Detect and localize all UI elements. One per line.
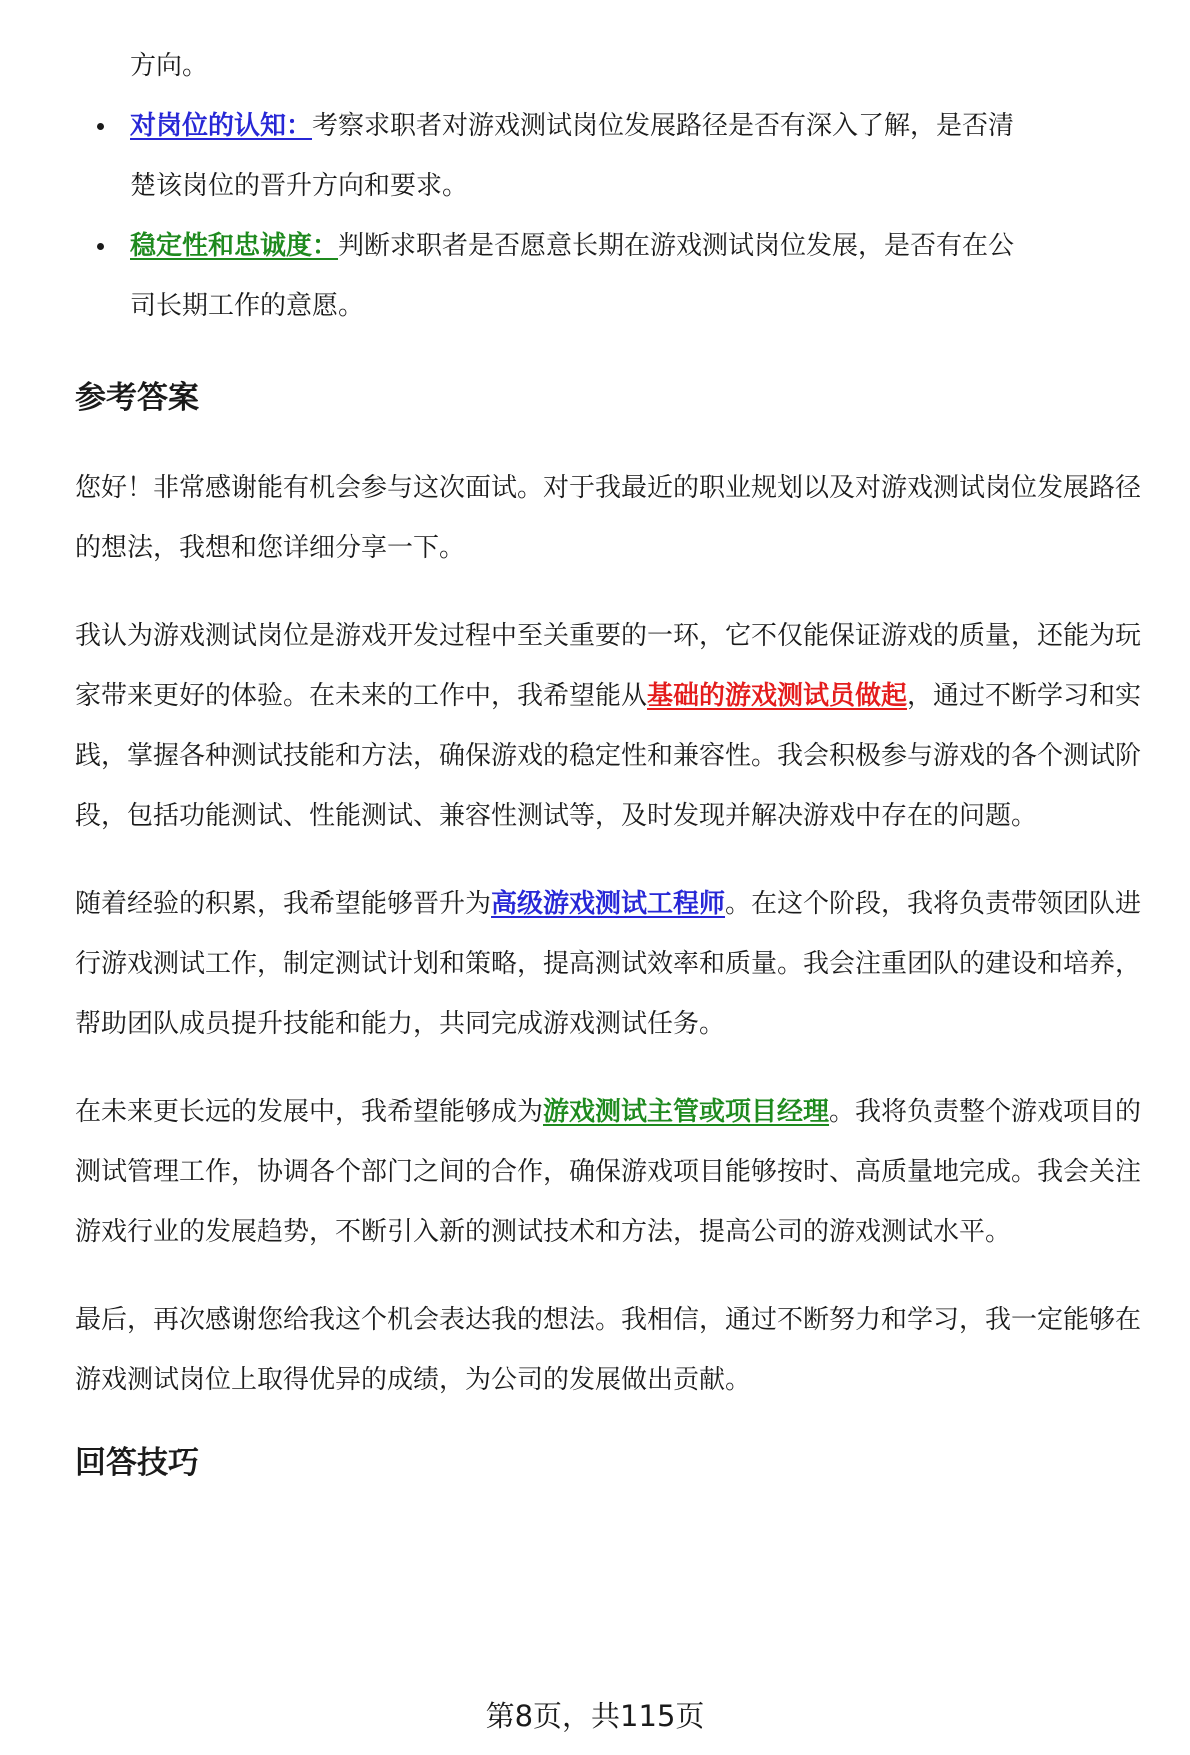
criterion-text: 司长期工作的意愿。 — [130, 291, 365, 321]
highlight-senior-role: 高级游戏测试工程师 — [491, 889, 726, 919]
criterion-label: 对岗位的认知： — [130, 111, 313, 141]
criterion-text: 考察求职者对游戏测试岗位发展路径是否有深入了解，是否清 — [312, 111, 1015, 141]
highlight-entry-role: 基础的游戏测试员做起 — [647, 681, 908, 711]
criterion-label: 稳定性和忠诚度： — [130, 231, 339, 261]
section-heading-answer: 参考答案 — [75, 380, 199, 416]
document-body — [75, 36, 1160, 1488]
continuation-text: 方向。 — [130, 51, 209, 81]
answer-paragraph-2 — [75, 606, 1160, 846]
list-item — [75, 96, 1160, 216]
criterion-text: 楚该岗位的晋升方向和要求。 — [130, 171, 469, 201]
answer-paragraph-3 — [75, 874, 1160, 1054]
paragraph-text: 在未来更长远的发展中，我希望能够成为 — [75, 1097, 544, 1127]
paragraph-text: 。我将负责整个游戏项目的测试管理工作，协调各个部门之间的合作，确保游戏项目能够按时、高质量地完成。我会关注游戏行业的发展趋势，不断引入新的测试技术和方法，提高公司的游戏测试水平。 — [75, 1097, 1142, 1247]
paragraph-text: ，通过不断学习和实践，掌握各种测试技能和方法，确保游戏的稳定性和兼容性。我会积极参与游戏的各个测试阶段，包括功能测试、性能测试、兼容性测试等，及时发现并解决游戏中存在的问题。 — [75, 681, 1142, 831]
criterion-text: 判断求职者是否愿意长期在游戏测试岗位发展，是否有在公 — [338, 231, 1015, 261]
page-number: 第8页，共115页 — [485, 1699, 705, 1733]
answer-paragraph-5: 最后，再次感谢您给我这个机会表达我的想法。我相信，通过不断努力和学习，我一定能够在游戏测试岗位上取得优异的成绩，为公司的发展做出贡献。 — [75, 1305, 1142, 1395]
answer-paragraph-1: 您好！非常感谢能有机会参与这次面试。对于我最近的职业规划以及对游戏测试岗位发展路径的想法，我想和您详细分享一下。 — [75, 473, 1142, 563]
paragraph-text: 。在这个阶段，我将负责带领团队进行游戏测试工作，制定测试计划和策略，提高测试效率和质量。我会注重团队的建设和培养，帮助团队成员提升技能和能力，共同完成游戏测试任务。 — [75, 889, 1142, 1039]
paragraph-text: 我认为游戏测试岗位是游戏开发过程中至关重要的一环，它不仅能保证游戏的质量，还能为玩家带来更好的体验。在未来的工作中，我希望能从 — [75, 621, 1142, 711]
answer-paragraph-4 — [75, 1082, 1160, 1262]
paragraph-text: 随着经验的积累，我希望能够晋升为 — [75, 889, 492, 919]
list-item — [75, 216, 1160, 336]
criteria-list — [75, 96, 1160, 336]
highlight-manager-role: 游戏测试主管或项目经理 — [543, 1097, 830, 1127]
section-heading-tips: 回答技巧 — [75, 1445, 199, 1481]
